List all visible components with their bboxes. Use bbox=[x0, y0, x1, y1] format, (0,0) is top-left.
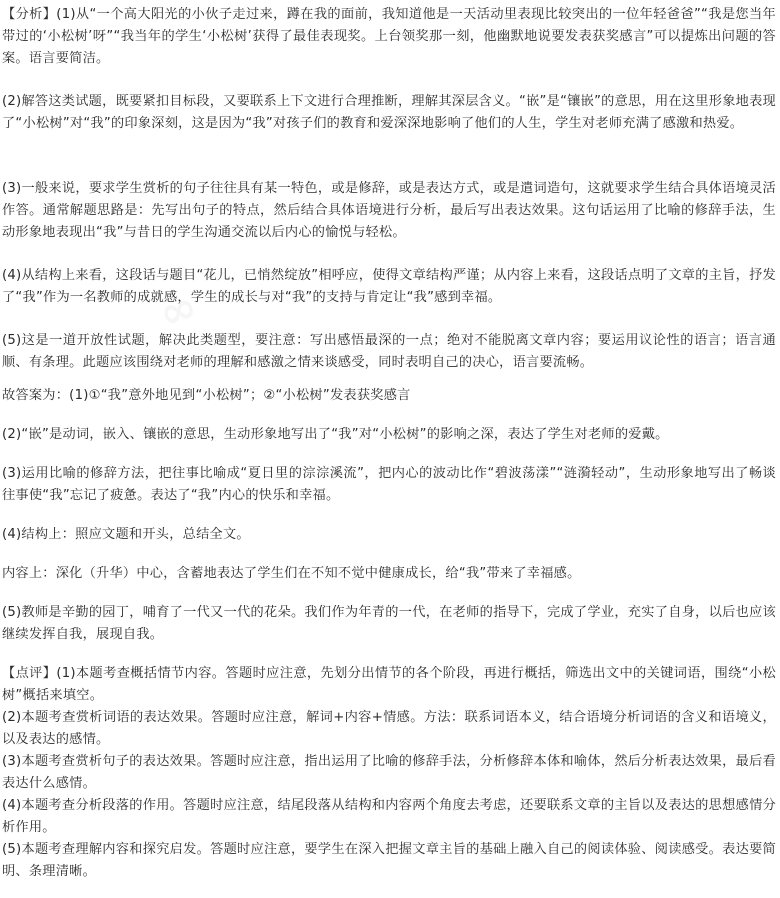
answer-line-1: 故答案为：(1)①“我”意外地见到“小松树”；②“小松树”发表获奖感言 bbox=[2, 388, 411, 403]
analysis-paragraph-2: (2)解答这类试题，既要紧扣目标段，又要联系上下文进行合理推断，理解其深层含义。“嵌”是“镶嵌”的意思，用在这里形象地表现了“小松树”对“我”的印象深刻，这是因为“我”对孩子们的教育和爱深深地影响了他们的人生，学生对老师充满了感激和热爱。 bbox=[2, 94, 776, 131]
comment-paragraph-1: 【点评】(1)本题考查概括情节内容。答题时应注意，先划分出情节的各个阶段，再进行概括，筛选出文中的关键词语，围绕“小松树”概括来填空。 bbox=[2, 666, 776, 703]
comment-paragraph-4: (4)本题考查分析段落的作用。答题时应注意，结尾段落从结构和内容两个角度去考虑，还要联系文章的主旨以及表达的思想感情分析作用。 bbox=[2, 798, 776, 835]
answer-line-5: (5)教师是辛勤的园丁，哺育了一代又一代的花朵。我们作为年青的一代，在老师的指导下，完成了学业，充实了自身，以后也应该继续发挥自我，展现自我。 bbox=[2, 605, 776, 642]
answer-line-3: (3)运用比喻的修辞方法，把往事比喻成“夏日里的淙淙溪流”，把内心的波动比作“碧波荡漾”“涟漪轻动”，生动形象地写出了畅谈往事使“我”忘记了疲惫。表达了“我”内心的快乐和幸福。 bbox=[2, 466, 776, 503]
comment-paragraph-2: (2)本题考查赏析词语的表达效果。答题时应注意，解词+内容+情感。方法：联系词语本义，结合语境分析词语的含义和语境义，以及表达的感情。 bbox=[2, 710, 776, 747]
analysis-paragraph-3: (3)一般来说，要求学生赏析的句子往往具有某一特色，或是修辞，或是表达方式，或是遣词造句，这就要求学生结合具体语境灵活作答。通常解题思路是：先写出句子的特点，然后结合具体语境进行分析，最后写出表达效果。这句话运用了比喻的修辞手法，生动形象地表现出“我”与昔日的学生沟通交流以后内心的愉悦与轻松。 bbox=[2, 181, 776, 240]
answer-line-2: (2)“嵌”是动词，嵌入、镶嵌的意思，生动形象地写出了“我”对“小松树”的影响之深，表达了学生对老师的爱戴。 bbox=[2, 427, 669, 442]
answer-line-4-structure: (4)结构上：照应文题和开头，总结全文。 bbox=[2, 527, 250, 542]
analysis-paragraph-1: 【分析】(1)从“一个高大阳光的小伙子走过来，蹲在我的面前，我知道他是一天活动里表现比较突出的一位年轻爸爸”“我是您当年带过的‘小松树’呀”“我当年的学生‘小松树’获得了最佳表现奖。上台领奖那一刻，他幽默地说要发表获奖感言”可以提炼出问题的答案。语言要简洁。 bbox=[2, 7, 776, 66]
comment-paragraph-5: (5)本题考查理解内容和探究启发。答题时应注意，要学生在深入把握文章主旨的基础上融入自己的阅读体验、阅读感受。表达要简明、条理清晰。 bbox=[2, 842, 776, 879]
comment-paragraph-3: (3)本题考查赏析句子的表达效果。答题时应注意，指出运用了比喻的修辞手法，分析修辞本体和喻体，然后分析表达效果，最后看表达什么感情。 bbox=[2, 754, 776, 791]
analysis-paragraph-4: (4)从结构上来看，这段话与题目“花儿，已悄然绽放”相呼应，使得文章结构严谨；从内容上来看，这段话点明了文章的主旨，抒发了“我”作为一名教师的成就感，学生的成长与对“我”的支持与肯定让“我”感到幸福。 bbox=[2, 268, 776, 305]
analysis-paragraph-5: (5)这是一道开放性试题，解决此类题型，要注意：写出感悟最深的一点；绝对不能脱离文章内容；要运用议论性的语言；语言通顺、有条理。此题应该围绕对老师的理解和感激之情来谈感受，同时表明自己的决心，语言要流畅。 bbox=[2, 333, 776, 370]
answer-line-4-content: 内容上：深化（升华）中心，含蓄地表达了学生们在不知不觉中健康成长，给“我”带来了幸福感。 bbox=[2, 566, 581, 581]
